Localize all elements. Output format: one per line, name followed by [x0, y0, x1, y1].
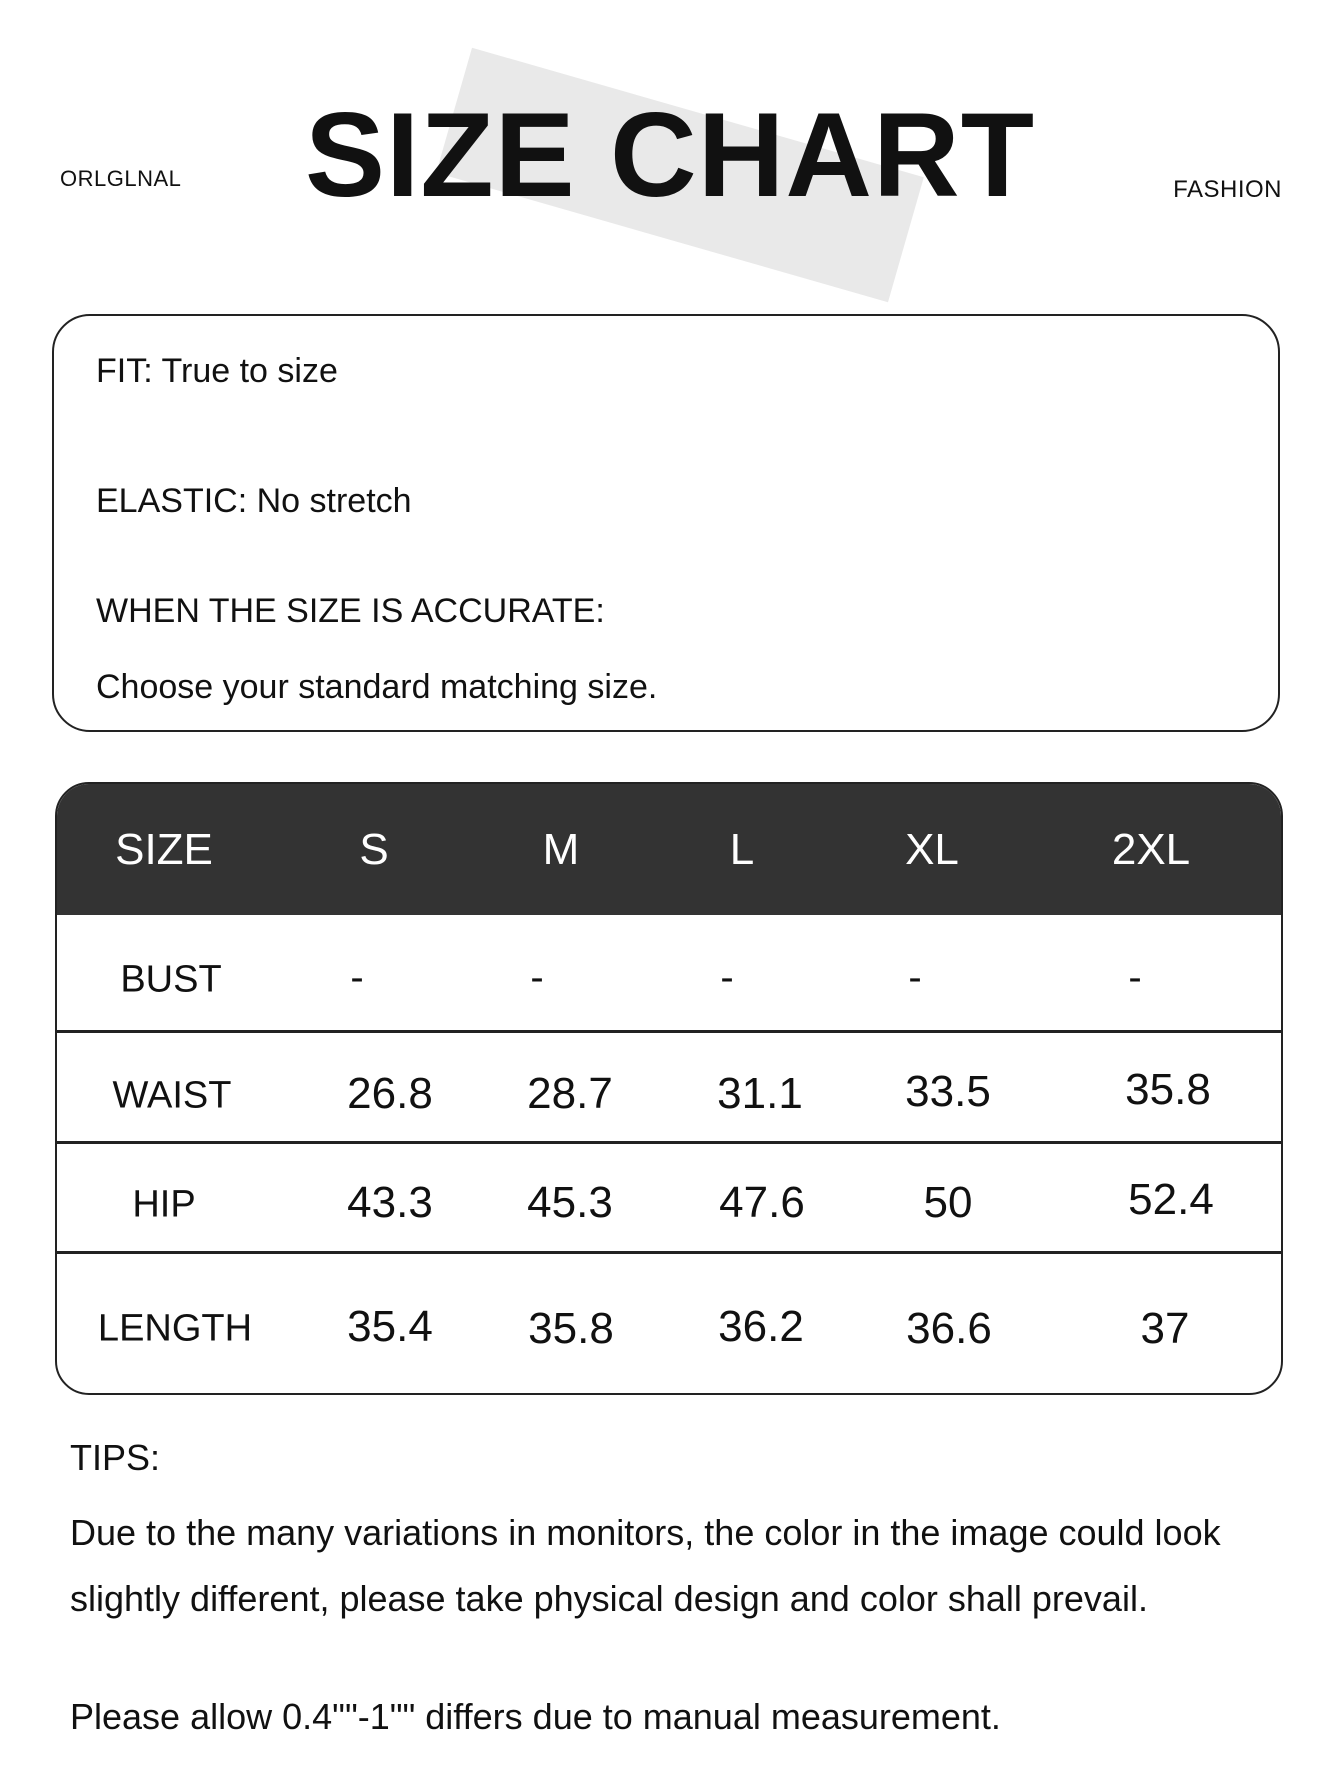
- table-cell: 47.6: [719, 1178, 805, 1227]
- right-tag: FASHION: [1173, 176, 1282, 203]
- tips-heading: TIPS:: [70, 1437, 161, 1478]
- row-divider: [57, 1030, 1281, 1033]
- row-label-length: LENGTH: [97, 1307, 253, 1350]
- header-l: L: [729, 825, 755, 874]
- page-title: SIZE CHART: [305, 88, 1035, 222]
- tips-measurement-note: Please allow 0.4""-1"" differs due to manual measurement.: [70, 1696, 1001, 1737]
- table-cell: 35.4: [347, 1302, 433, 1351]
- accuracy-advice: Choose your standard matching size.: [96, 668, 658, 706]
- header-m: M: [542, 825, 580, 874]
- table-cell: -: [720, 955, 734, 1000]
- row-divider: [57, 1141, 1281, 1144]
- table-cell: 28.7: [527, 1069, 613, 1118]
- table-cell: 35.8: [1125, 1065, 1211, 1114]
- table-cell: -: [530, 955, 544, 1000]
- row-label-waist: WAIST: [112, 1074, 232, 1117]
- table-cell: 45.3: [527, 1178, 613, 1227]
- tips-color-note: Due to the many variations in monitors, the color in the image could look slightly different, please take physical design and color shall prevail.: [70, 1512, 1221, 1619]
- header-s: S: [359, 825, 389, 874]
- table-cell: 33.5: [905, 1067, 991, 1116]
- row-label-bust: BUST: [120, 958, 222, 1001]
- table-cell: 36.2: [718, 1302, 804, 1351]
- table-cell: 26.8: [347, 1069, 433, 1118]
- row-divider: [57, 1251, 1281, 1254]
- table-cell: 50: [923, 1178, 973, 1227]
- table-cell: -: [908, 955, 922, 1000]
- size-table: [55, 782, 1283, 1395]
- table-cell: -: [1128, 955, 1142, 1000]
- left-tag: ORLGLNAL: [60, 166, 182, 191]
- fit-info-box: [52, 314, 1280, 732]
- table-cell: 36.6: [906, 1304, 992, 1353]
- header-xl: XL: [905, 825, 959, 874]
- table-cell: 37: [1140, 1304, 1190, 1353]
- elastic-text: ELASTIC: No stretch: [96, 482, 412, 520]
- table-cell: 52.4: [1128, 1175, 1214, 1224]
- table-cell: 43.3: [347, 1178, 433, 1227]
- table-header-row: [57, 784, 1281, 915]
- table-cell: -: [350, 955, 364, 1000]
- header-2xl: 2XL: [1111, 825, 1191, 874]
- row-label-hip: HIP: [132, 1183, 196, 1226]
- table-cell: 35.8: [528, 1304, 614, 1353]
- table-cell: 31.1: [717, 1069, 803, 1118]
- header: [0, 0, 1340, 290]
- header-size: SIZE: [115, 825, 213, 874]
- accuracy-heading: WHEN THE SIZE IS ACCURATE:: [96, 592, 605, 630]
- fit-text: FIT: True to size: [96, 352, 338, 390]
